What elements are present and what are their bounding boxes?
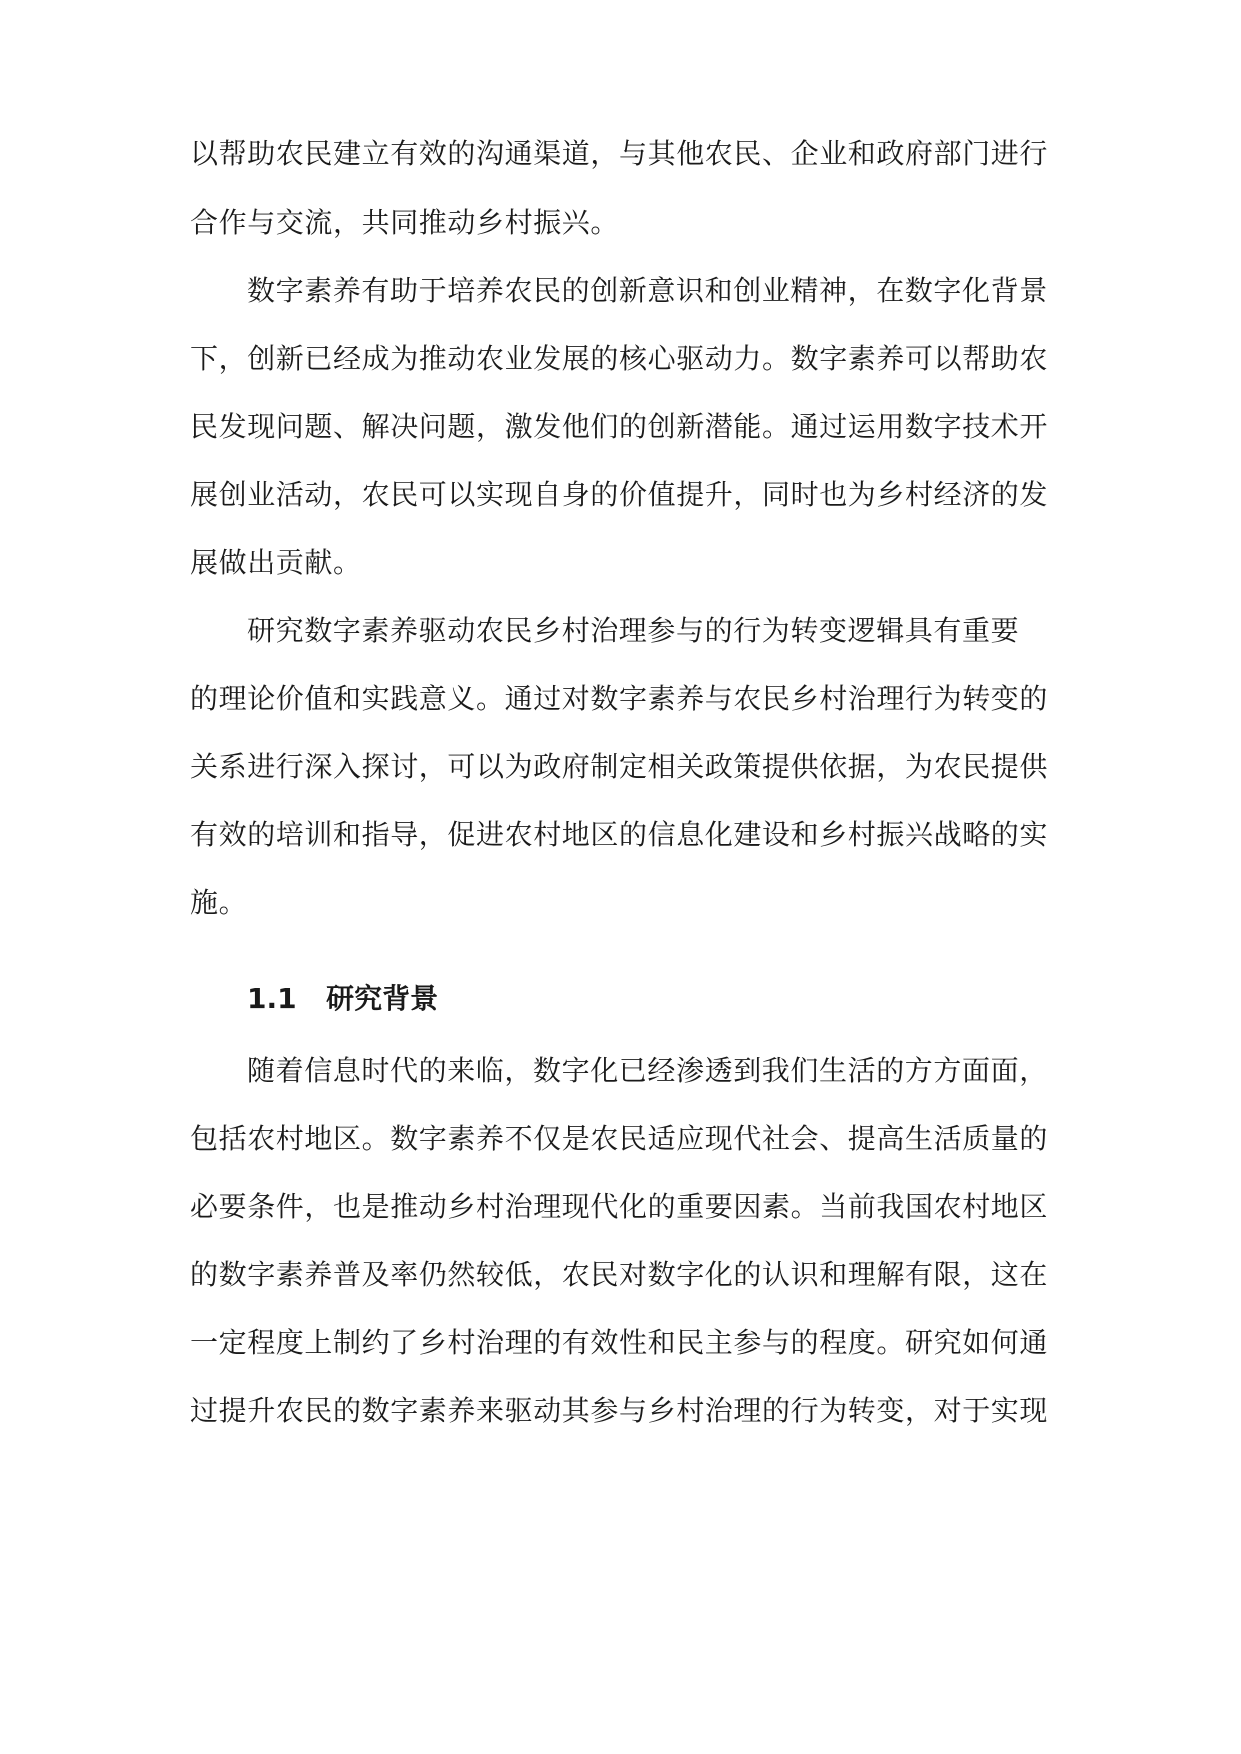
paragraph-line: 必要条件，也是推动乡村治理现代化的重要因素。当前我国农村地区 [190, 1190, 1049, 1223]
paragraph-line: 有效的培训和指导，促进农村地区的信息化建设和乡村振兴战略的实 [190, 818, 1049, 851]
section-heading [247, 981, 438, 1017]
paragraph-line: 展创业活动，农民可以实现自身的价值提升，同时也为乡村经济的发 [190, 478, 1049, 511]
paragraph-line: 研究数字素养驱动农民乡村治理参与的行为转变逻辑具有重要 [247, 614, 1020, 647]
paragraph-line: 过提升农民的数字素养来驱动其参与乡村治理的行为转变，对于实现 [190, 1394, 1049, 1427]
paragraph-line: 数字素养有助于培养农民的创新意识和创业精神，在数字化背景 [247, 274, 1048, 307]
section-number: 1.1 [247, 982, 297, 1015]
paragraph-line: 关系进行深入探讨，可以为政府制定相关政策提供依据，为农民提供 [190, 750, 1049, 783]
paragraph-line: 的数字素养普及率仍然较低，农民对数字化的认识和理解有限，这在 [190, 1258, 1049, 1291]
paragraph-line: 展做出贡献。 [190, 546, 362, 579]
paragraph-line: 以帮助农民建立有效的沟通渠道，与其他农民、企业和政府部门进行 [190, 137, 1049, 170]
section-title: 研究背景 [326, 982, 439, 1015]
paragraph-line: 下，创新已经成为推动农业发展的核心驱动力。数字素养可以帮助农 [190, 342, 1049, 375]
paragraph-line: 包括农村地区。数字素养不仅是农民适应现代社会、提高生活质量的 [190, 1122, 1049, 1155]
paragraph-line: 一定程度上制约了乡村治理的有效性和民主参与的程度。研究如何通 [190, 1326, 1049, 1359]
paragraph-line: 民发现问题、解决问题，激发他们的创新潜能。通过运用数字技术开 [190, 410, 1049, 443]
paragraph-line: 随着信息时代的来临，数字化已经渗透到我们生活的方方面面， [247, 1054, 1048, 1087]
paragraph-line: 合作与交流，共同推动乡村振兴。 [190, 206, 620, 239]
paragraph-line: 施。 [190, 886, 248, 919]
paragraph-line: 的理论价值和实践意义。通过对数字素养与农民乡村治理行为转变的 [190, 682, 1049, 715]
